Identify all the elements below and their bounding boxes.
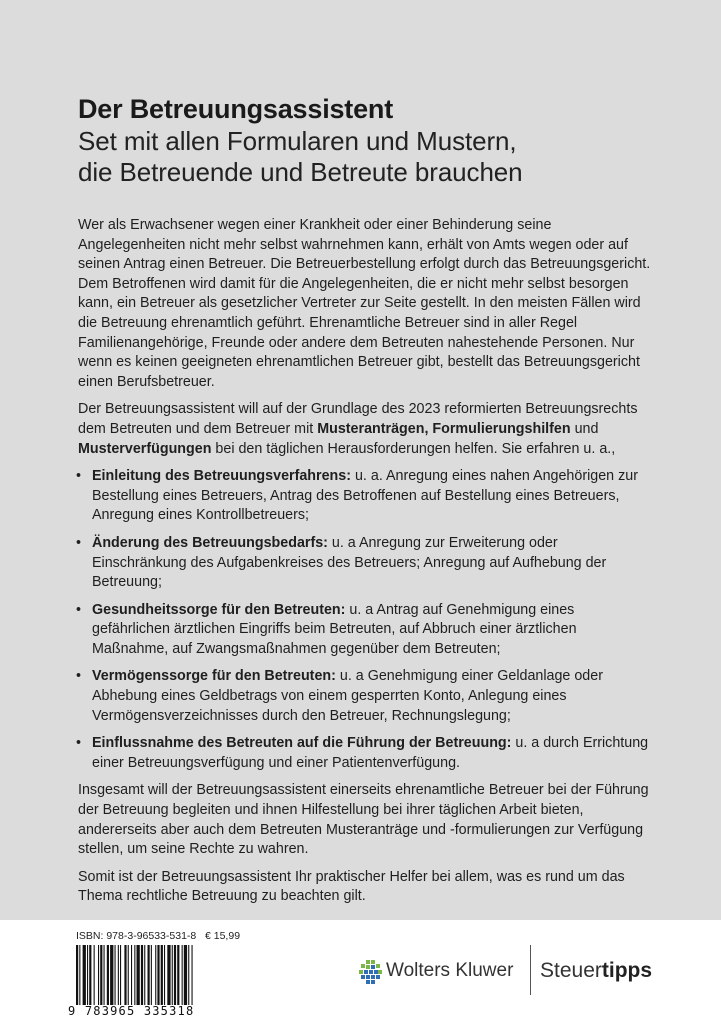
logo-tile (366, 980, 370, 984)
barcode-bar (118, 945, 119, 1005)
list-item-head: Änderung des Betreuungsbedarfs: (92, 534, 328, 551)
text-run: bei den täglichen Herausforderungen helfen. Sie erfahren u. a., (211, 440, 616, 457)
list-item (78, 467, 656, 526)
wolters-kluwer-logo-icon (356, 958, 384, 986)
barcode-bar (89, 945, 91, 1005)
logo-tile (371, 980, 375, 984)
barcode-bar (83, 945, 86, 1005)
barcode-bar (124, 945, 126, 1005)
barcode-bar (131, 945, 132, 1005)
list-item-head: Einleitung des Betreuungsverfahrens: (92, 468, 351, 485)
logo-tile (378, 970, 382, 974)
list-item-text: u. a durch Errichtung einer Betreuungsverfügung und einer Patientenverfügung. (92, 735, 649, 771)
barcode-bar (98, 945, 99, 1005)
barcode-bar (79, 945, 80, 1005)
barcode-bar (144, 945, 145, 1005)
paragraph-purpose (78, 400, 656, 459)
logo-tile (369, 970, 373, 974)
logo-tile (371, 965, 375, 969)
barcode-bar (120, 945, 121, 1005)
paragraph-intro: Wer als Erwachsener wegen einer Krankheit oder einer Behinderung seine Angelegenheiten nicht mehr selbst wahrnehmen kann, erhält von Amts wegen oder auf seinen Antrag einen Betreuer. Die Betreuerbestellung erfolgt durch das Betreuungsgericht. Dem Betroffenen wird damit für die Angelegenheiten, die er nicht mehr selbst besorgen kann, ein Betreuer als gesetzlicher Vertreter zur Seite gestellt. In den meisten Fällen wird die Betreuung ehrenamtlich geführt. Ehrenamtliche Betreuer sind in aller Regel Familienangehörige, Freunde oder andere dem Betreuten nahestehende Personen. Nur wenn es keinen geeigneten ehrenamtlichen Betreuer gibt, bestellt das Betreuungsgericht einen Berufsbetreuer. (78, 217, 651, 390)
list-item (78, 734, 656, 773)
price-text: € 15,99 (205, 930, 241, 942)
brand-bold: tipps (601, 959, 653, 982)
brand-name (540, 959, 652, 983)
logo-tile (376, 964, 380, 968)
barcode-bar (100, 945, 102, 1005)
barcode-bar (164, 945, 165, 1005)
barcode-bar (172, 945, 173, 1005)
barcode-bar (148, 945, 150, 1005)
barcode-bar (87, 945, 88, 1005)
list-item-text: u. a Genehmigung einer Geldanlage oder Abhebung eines Geldbetrags von einem gesperrten Konto, Anlegung eines Vermögensverzeichnisses durch den Betreuer, Rechnungslegung; (92, 668, 603, 724)
list-item (78, 534, 656, 593)
barcode-bar (134, 945, 135, 1005)
barcode-bar (161, 945, 163, 1005)
logo-tile (371, 975, 375, 979)
book-subtitle (78, 126, 523, 188)
isbn-text: ISBN: 978-3-96533-531-8 (76, 930, 197, 942)
bold-run: Musteranträgen, Formulierungshilfen (317, 420, 571, 437)
brand-light: Steuer (540, 959, 602, 982)
logo-tile (361, 975, 365, 979)
barcode-bar (177, 945, 179, 1005)
barcode-bar (110, 945, 113, 1005)
description-text (78, 216, 656, 915)
subtitle-line-1: Set mit allen Formularen und Mustern, (78, 126, 517, 156)
barcode-bar (151, 945, 152, 1005)
barcode-bar (76, 945, 78, 1005)
list-item-text: u. a Antrag auf Genehmigung eines gefährlichen ärztlichen Eingriffs beim Betreuten, auf Abbruch einer ärztlichen Maßnahme, auf Zwangsmaßnahmen gegenüber dem Betreuten; (92, 601, 577, 657)
logo-tile (361, 964, 365, 968)
barcode-bar (141, 945, 143, 1005)
footer-divider (530, 945, 531, 995)
list-item (78, 601, 656, 660)
list-item-text: u. a. Anregung eines nahen Angehörigen zur Bestellung eines Betreuers, Antrag des Betroffenen auf Bestellung eines Betreuers, Anregung eines Kontrollbetreuers; (92, 468, 638, 524)
list-item-head: Vermögenssorge für den Betreuten: (92, 668, 336, 685)
logo-tile (366, 975, 370, 979)
barcode-bar (188, 945, 189, 1005)
barcode-bar (167, 945, 170, 1005)
barcode-bar (155, 945, 156, 1005)
list-item (78, 667, 656, 726)
barcode-bar (137, 945, 140, 1005)
list-item-head: Gesundheitssorge für den Betreuten: (92, 601, 346, 618)
logo-tile (371, 960, 375, 964)
text-run: Der Betreuungsassistent will auf der Grundlage des 2023 reformierten Betreuungsrechts dem Betreuten und dem Betreuer mit (78, 401, 638, 437)
barcode-number: 9 783965 335318 (68, 1004, 195, 1018)
logo-tile (359, 970, 363, 974)
barcode-bar (115, 945, 116, 1005)
text-run: und (570, 420, 599, 437)
list-item-text: u. a Anregung zur Erweiterung oder Einschränkung des Aufgabenkreises des Betreuers; Anregung auf Aufhebung der Betreuung; (92, 534, 607, 591)
logo-tile (374, 970, 378, 974)
publisher-name: Wolters Kluwer (386, 960, 514, 981)
logo-tile (376, 975, 380, 979)
logo-tile (364, 970, 368, 974)
barcode-icon (76, 945, 236, 1005)
barcode-bar (174, 945, 176, 1005)
barcode-bar (104, 945, 105, 1005)
barcode-bar (107, 945, 109, 1005)
book-title: Der Betreuungsassistent (78, 94, 393, 124)
logo-tile (366, 960, 370, 964)
bold-run: Musterverfügungen (78, 440, 212, 457)
barcode-bar (157, 945, 159, 1005)
barcode-bar (128, 945, 129, 1005)
barcode-bar (184, 945, 187, 1005)
barcode-bar (94, 945, 95, 1005)
barcode-bar (192, 945, 193, 1005)
logo-tile (366, 965, 370, 969)
paragraph-summary: Insgesamt will der Betreuungsassistent einerseits ehrenamtliche Betreuer bei der Führung der Betreuung begleiten und ihnen Hilfestellung bei ihrer täglichen Arbeit bieten, andererseits aber auch dem Betreuten Musteranträge und -formulierungen zur Verfügung stellen, um seine Rechte zu wahren. (78, 782, 649, 858)
topic-list (78, 467, 656, 773)
barcode-bar (182, 945, 183, 1005)
subtitle-line-2: die Betreuende und Betreute brauchen (78, 157, 523, 187)
paragraph-closing: Somit ist der Betreuungsassistent Ihr praktischer Helfer bei allem, was es rund um das Thema rechtliche Betreuung zu beachten gilt. (78, 868, 625, 905)
list-item-head: Einflussnahme des Betreuten auf die Führung der Betreuung: (92, 735, 512, 752)
